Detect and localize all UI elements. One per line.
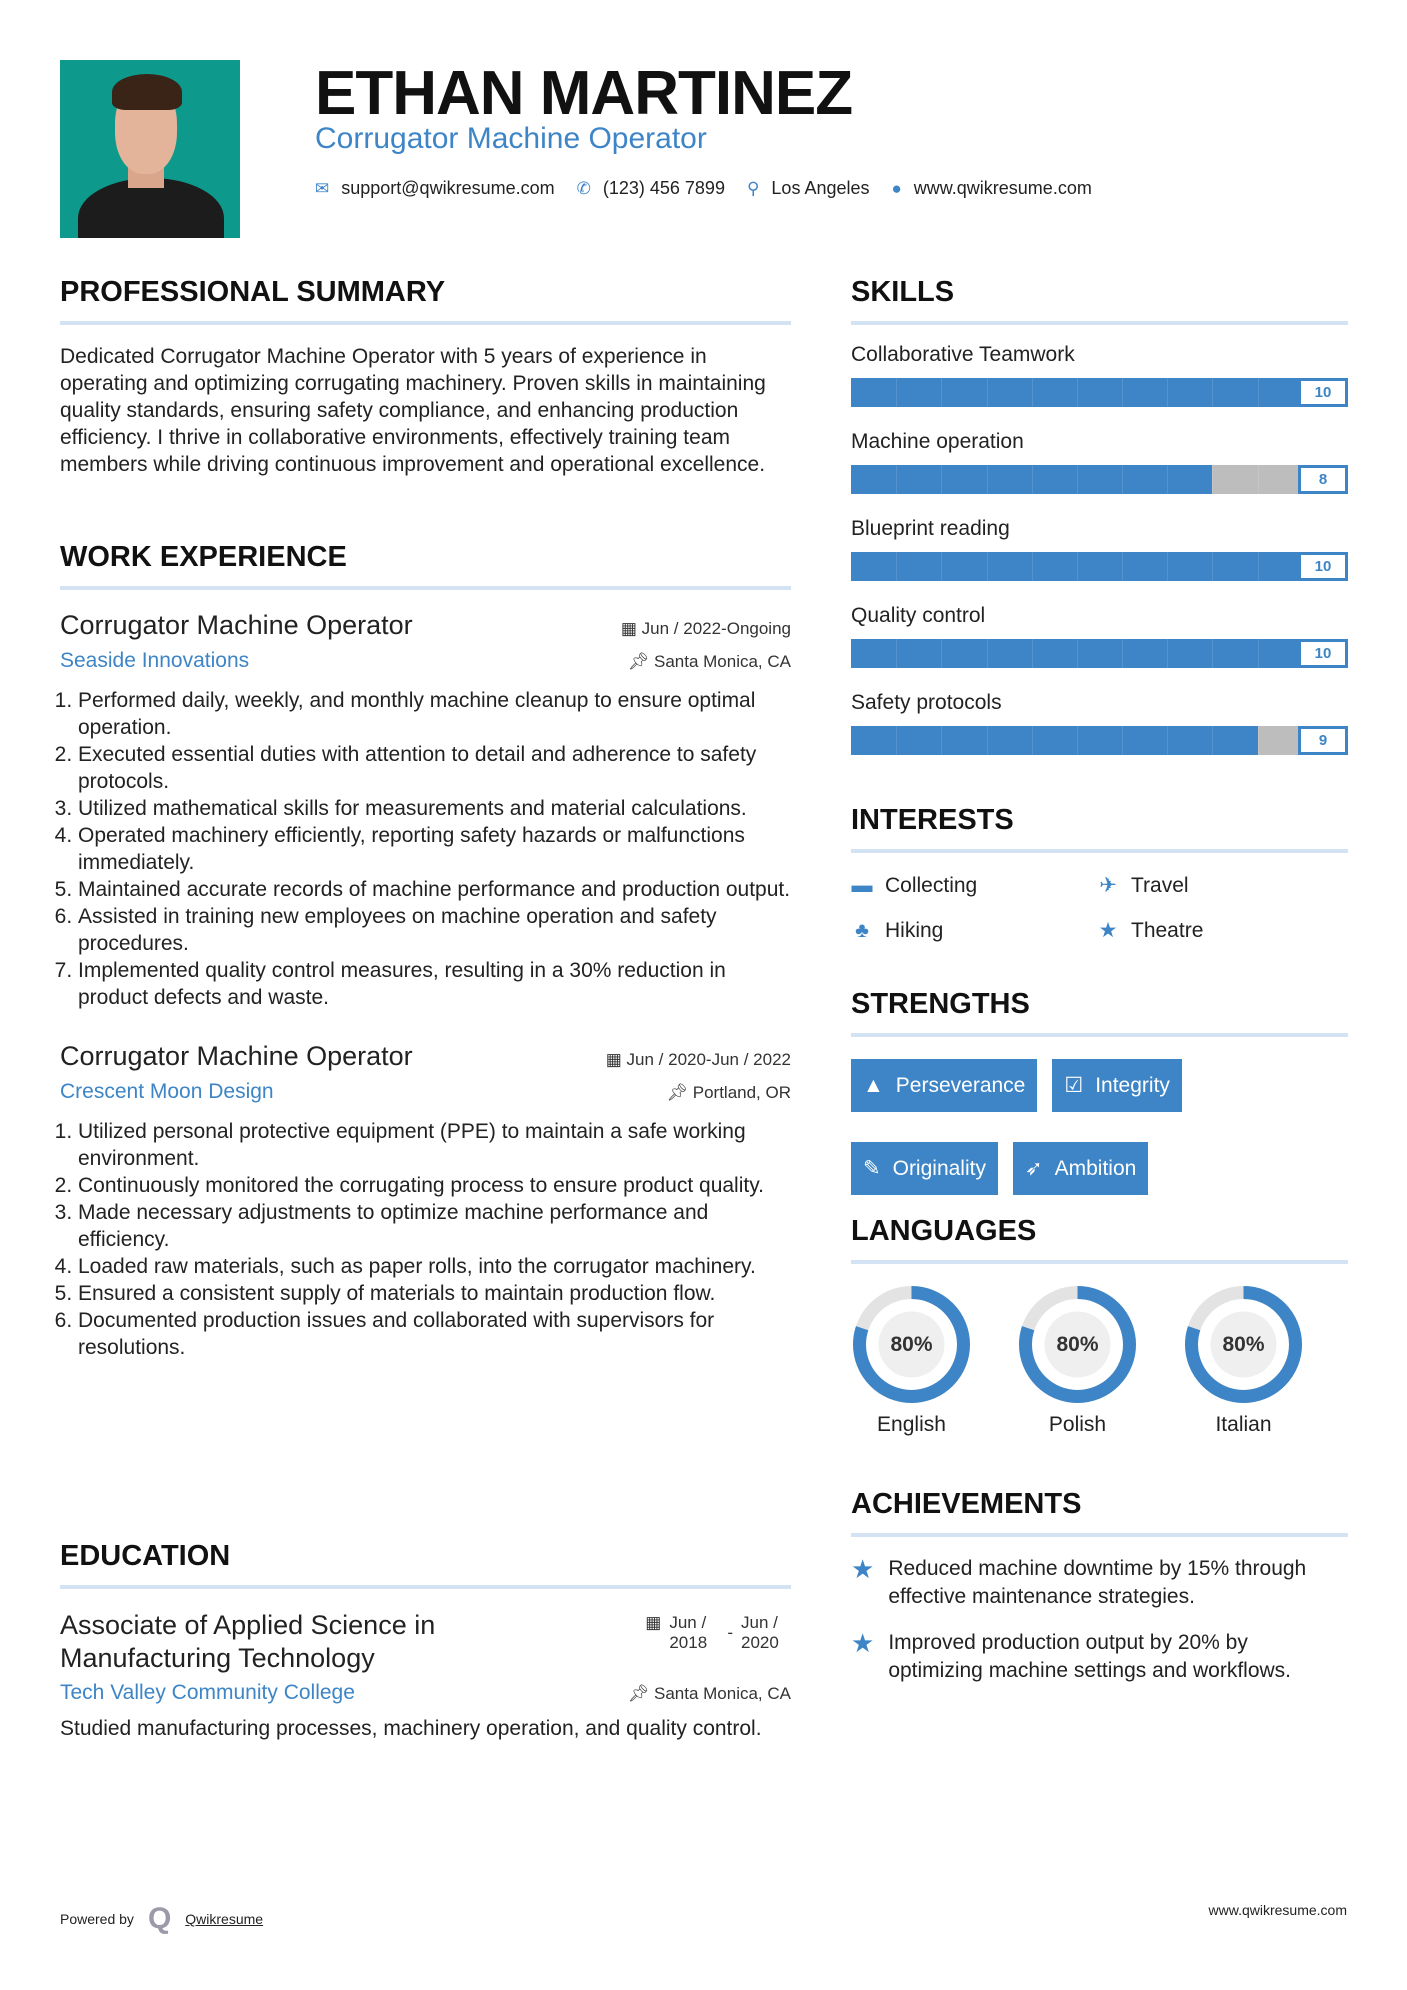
skill-item <box>851 430 1348 494</box>
candidate-title: Corrugator Machine Operator <box>315 122 707 155</box>
envelope-icon: ✉ <box>315 178 330 198</box>
divider <box>851 321 1348 325</box>
skill-bar-fill <box>851 639 1348 668</box>
strength-badge <box>1013 1142 1148 1195</box>
skill-bar-fill <box>851 378 1348 407</box>
education-dates: ▦ Jun / 2018 - Jun / 2020 <box>645 1613 791 1675</box>
skills-section <box>851 276 1348 778</box>
list-item: 4. Operated machinery efficiently, reporting safety hazards or malfunctions immediately. <box>78 822 791 876</box>
education-section <box>60 1540 791 1742</box>
language-name: Italian <box>1215 1413 1272 1436</box>
skill-bar-fill <box>851 552 1348 581</box>
achievement-item <box>851 1629 1348 1685</box>
divider <box>60 586 791 590</box>
divider <box>60 321 791 325</box>
strengths-section <box>851 988 1348 1195</box>
language-progress-ring <box>1183 1284 1304 1405</box>
list-item: 1. Utilized personal protective equipment (PPE) to maintain a safe working environment. <box>78 1118 791 1172</box>
pencil-icon: ✎ <box>863 1157 881 1180</box>
strength-label: Perseverance <box>895 1073 1026 1097</box>
skill-name: Blueprint reading <box>851 517 1010 540</box>
achievement-item <box>851 1555 1348 1611</box>
job-date: Jun / 2022-Ongoing <box>641 619 791 638</box>
list-item: 7. Implemented quality control measures, resulting in a 30% reduction in product defects and waste. <box>78 957 791 1011</box>
skill-item <box>851 691 1348 755</box>
list-item: 6. Assisted in training new employees on machine operation and safety procedures. <box>78 903 791 957</box>
job-title: Corrugator Machine Operator <box>60 1041 413 1071</box>
list-item: 3. Utilized mathematical skills for measurements and material calculations. <box>78 795 791 822</box>
strength-label: Originality <box>892 1156 986 1180</box>
achievements-section <box>851 1488 1348 1685</box>
skill-name: Collaborative Teamwork <box>851 343 1075 366</box>
road-icon: ▲ <box>863 1073 884 1097</box>
skill-value: 10 <box>1298 378 1348 407</box>
skill-bar <box>851 378 1348 407</box>
rocket-icon: ➶ <box>1024 1157 1043 1180</box>
interest-label: Hiking <box>885 918 944 942</box>
footer-powered <box>60 1902 263 1936</box>
job-title: Corrugator Machine Operator <box>60 610 413 640</box>
skill-name: Machine operation <box>851 430 1024 453</box>
skill-bar <box>851 552 1348 581</box>
archive-icon: ▬ <box>851 873 873 897</box>
phone-icon: ✆ <box>576 178 591 198</box>
section-heading: SKILLS <box>851 276 955 308</box>
skill-name: Safety protocols <box>851 691 1002 714</box>
achievement-text: Reduced machine downtime by 15% through effective maintenance strategies. <box>888 1557 1307 1608</box>
job-location: Portland, OR <box>692 1083 791 1102</box>
star-icon: ★ <box>1098 919 1118 942</box>
language-name: Polish <box>1048 1413 1107 1436</box>
contact-phone: (123) 456 7899 <box>602 178 725 198</box>
check-square-icon: ☑ <box>1064 1074 1084 1097</box>
contact-website[interactable]: www.qwikresume.com <box>913 178 1092 198</box>
candidate-name: ETHAN MARTINEZ <box>315 59 853 128</box>
section-heading: STRENGTHS <box>851 988 1030 1020</box>
interest-label: Travel <box>1131 873 1189 897</box>
school-location: Santa Monica, CA <box>653 1684 791 1703</box>
section-heading: ACHIEVEMENTS <box>851 1488 1082 1520</box>
list-item: 5. Ensured a consistent supply of materials to maintain production flow. <box>78 1280 791 1307</box>
calendar-icon: ▦ <box>620 619 642 638</box>
skill-item <box>851 343 1348 407</box>
shooting-star-icon: ★ <box>851 1554 875 1584</box>
interest-item <box>1097 918 1347 943</box>
company-name: Crescent Moon Design <box>60 1080 274 1103</box>
plane-icon: ✈ <box>1099 874 1117 897</box>
list-item: 5. Maintained accurate records of machine performance and production output. <box>78 876 791 903</box>
qwikresume-logo-icon: Q <box>147 1902 172 1935</box>
skill-item <box>851 517 1348 581</box>
interests-section <box>851 804 1348 943</box>
list-item: 1. Performed daily, weekly, and monthly machine cleanup to ensure optimal operation. <box>78 687 791 741</box>
interest-item <box>1097 873 1347 898</box>
skill-name: Quality control <box>851 604 986 627</box>
tree-icon: ♣ <box>855 918 869 942</box>
company-name: Seaside Innovations <box>60 649 250 672</box>
list-item: 2. Executed essential duties with attention to detail and adherence to safety protocols. <box>78 741 791 795</box>
list-item: 2. Continuously monitored the corrugating process to ensure product quality. <box>78 1172 791 1199</box>
divider <box>851 849 1348 853</box>
pushpin-icon: 📌︎ <box>627 652 654 671</box>
interest-item <box>851 873 1097 898</box>
qwikresume-link[interactable]: Qwikresume <box>185 1911 264 1927</box>
interest-label: Collecting <box>885 873 978 897</box>
skill-bar <box>851 465 1348 494</box>
languages-section <box>851 1215 1348 1437</box>
section-heading: LANGUAGES <box>851 1215 1037 1247</box>
responsibilities-list <box>60 687 791 1011</box>
job-date: Jun / 2020-Jun / 2022 <box>626 1050 791 1069</box>
strength-badge <box>1052 1059 1182 1112</box>
calendar-icon: ▦ <box>605 1050 627 1069</box>
school-name: Tech Valley Community College <box>60 1681 355 1704</box>
skill-value: 10 <box>1298 552 1348 581</box>
strength-label: Ambition <box>1054 1156 1137 1180</box>
calendar-icon: ▦ <box>645 1613 662 1632</box>
job-entry <box>60 610 791 1011</box>
list-item: 4. Loaded raw materials, such as paper rolls, into the corrugator machinery. <box>78 1253 791 1280</box>
language-percent: 80% <box>1056 1332 1099 1356</box>
globe-icon: ● <box>891 178 902 198</box>
shooting-star-icon: ★ <box>851 1628 875 1658</box>
contact-line <box>315 178 1114 199</box>
powered-by-label: Powered by <box>60 1911 134 1927</box>
pushpin-icon: 📌︎ <box>627 1684 654 1703</box>
interest-item <box>851 918 1097 943</box>
language-item <box>1017 1284 1138 1437</box>
list-item: 6. Documented production issues and collaborated with supervisors for resolutions. <box>78 1307 791 1361</box>
divider <box>851 1533 1348 1537</box>
section-heading: WORK EXPERIENCE <box>60 541 347 573</box>
strength-badge <box>851 1059 1037 1112</box>
contact-email[interactable]: support@qwikresume.com <box>341 178 555 198</box>
education-description: Studied manufacturing processes, machinery operation, and quality control. <box>60 1717 762 1740</box>
responsibilities-list <box>60 1118 791 1361</box>
job-entry <box>60 1041 791 1361</box>
map-marker-icon: ⚲ <box>746 178 760 198</box>
experience-section <box>60 541 791 1361</box>
job-location: Santa Monica, CA <box>653 652 791 671</box>
interest-label: Theatre <box>1131 918 1204 942</box>
skill-bar <box>851 639 1348 668</box>
achievement-text: Improved production output by 20% by optimizing machine settings and workflows. <box>888 1631 1291 1682</box>
divider <box>851 1033 1348 1037</box>
divider <box>60 1585 791 1589</box>
section-heading: EDUCATION <box>60 1540 231 1572</box>
section-heading: PROFESSIONAL SUMMARY <box>60 276 446 308</box>
profile-photo <box>60 60 240 238</box>
footer-website[interactable]: www.qwikresume.com <box>1208 1902 1347 1918</box>
strength-label: Integrity <box>1095 1073 1170 1097</box>
summary-section <box>60 276 791 478</box>
language-item <box>1183 1284 1304 1437</box>
skill-item <box>851 604 1348 668</box>
strength-badge <box>851 1142 998 1195</box>
pushpin-icon: 📌︎ <box>666 1083 693 1102</box>
language-percent: 80% <box>890 1332 933 1356</box>
skill-value: 8 <box>1298 465 1348 494</box>
language-progress-ring <box>851 1284 972 1405</box>
divider <box>851 1260 1348 1264</box>
list-item: 3. Made necessary adjustments to optimize machine performance and efficiency. <box>78 1199 791 1253</box>
skill-value: 10 <box>1298 639 1348 668</box>
skill-value: 9 <box>1298 726 1348 755</box>
section-heading: INTERESTS <box>851 804 1014 836</box>
language-progress-ring <box>1017 1284 1138 1405</box>
skill-bar <box>851 726 1348 755</box>
contact-location: Los Angeles <box>771 178 870 198</box>
language-item <box>851 1284 972 1437</box>
skill-bar-fill <box>851 726 1258 755</box>
language-name: English <box>877 1413 946 1436</box>
degree-title: Associate of Applied Science in Manufacturing Technology <box>60 1610 436 1673</box>
language-percent: 80% <box>1222 1332 1265 1356</box>
summary-text: Dedicated Corrugator Machine Operator with 5 years of experience in operating and optimizing corrugating machinery. Proven skills in maintaining quality standards, ensuring safety compliance, and enhancing production efficiency. I thrive in collaborative environments, effectively training team members while driving continuous improvement and operational excellence. <box>60 345 766 476</box>
